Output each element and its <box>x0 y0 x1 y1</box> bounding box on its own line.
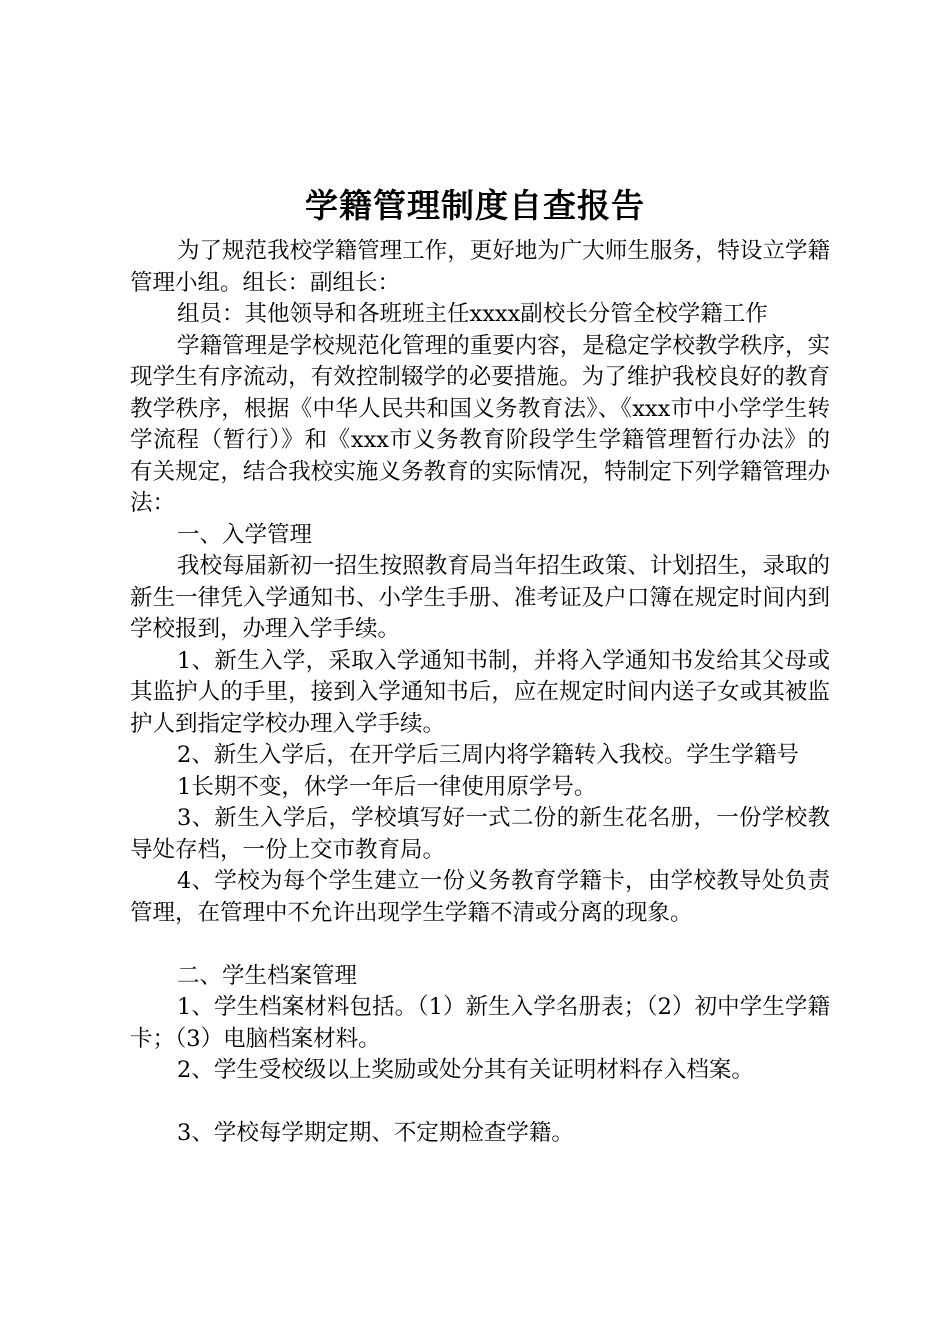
document-body <box>130 236 830 1150</box>
paragraph-archives-item-3: 3、学校每学期定期、不定期检查学籍。 <box>177 1120 574 1146</box>
paragraph-enrollment-item-4: 4、学校为每个学生建立一份义务教育学籍卡，由学校教导处负责管理，在管理中不允许出现学生学籍不清或分离的现象。 <box>130 868 830 926</box>
paragraph-enrollment-item-3: 3、新生入学后，学校填写好一式二份的新生花名册，一份学校教导处存档，一份上交市教育局。 <box>130 805 830 863</box>
paragraph-archives-item-1: 1、学生档案材料包括。（1）新生入学名册表；（2）初中学生学籍卡；（3）电脑档案材料。 <box>130 994 830 1052</box>
paragraph-purpose: 学籍管理是学校规范化管理的重要内容，是稳定学校教学秩序，实现学生有序流动，有效控制辍学的必要措施。为了维护我校良好的教育教学秩序，根据《中华人民共和国义务教育法》、《xxx市中小学学生转学流程（暂行）》和《xxx市义务教育阶段学生学籍管理暂行办法》的有关规定，结合我校实施义务教育的实际情况，特制定下列学籍管理办法： <box>130 332 830 516</box>
paragraph-archives-item-2: 2、学生受校级以上奖励或处分其有关证明材料存入档案。 <box>177 1057 754 1083</box>
blank-line <box>130 929 830 961</box>
section-heading-enrollment: 一、入学管理 <box>177 521 313 548</box>
paragraph-enrollment-item-1: 1、新生入学，采取入学通知书制，并将入学通知书发给其父母或其监护人的手里，接到入学通知书后，应在规定时间内送子女或其被监护人到指定学校办理入学手续。 <box>130 647 830 737</box>
paragraph-enrollment-item-2-cont: 1长期不变，休学一年后一律使用原学号。 <box>177 773 597 800</box>
paragraph-enrollment: 我校每届新初一招生按照教育局当年招生政策、计划招生，录取的新生一律凭入学通知书、小学生手册、准考证及户口簿在规定时间内到学校报到，办理入学手续。 <box>130 553 830 642</box>
paragraph-members: 组员：其他领导和各班班主任xxxx副校长分管全校学籍工作 <box>177 301 768 327</box>
section-heading-archives: 二、学生档案管理 <box>177 962 358 989</box>
blank-line <box>130 1087 830 1119</box>
document-title: 学籍管理制度自查报告 <box>305 186 645 225</box>
paragraph-intro: 为了规范我校学籍管理工作，更好地为广大师生服务，特设立学籍管理小组。组长：副组长： <box>130 238 830 296</box>
paragraph-enrollment-item-2: 2、新生入学后，在开学后三周内将学籍转入我校。学生学籍号 <box>177 742 799 768</box>
